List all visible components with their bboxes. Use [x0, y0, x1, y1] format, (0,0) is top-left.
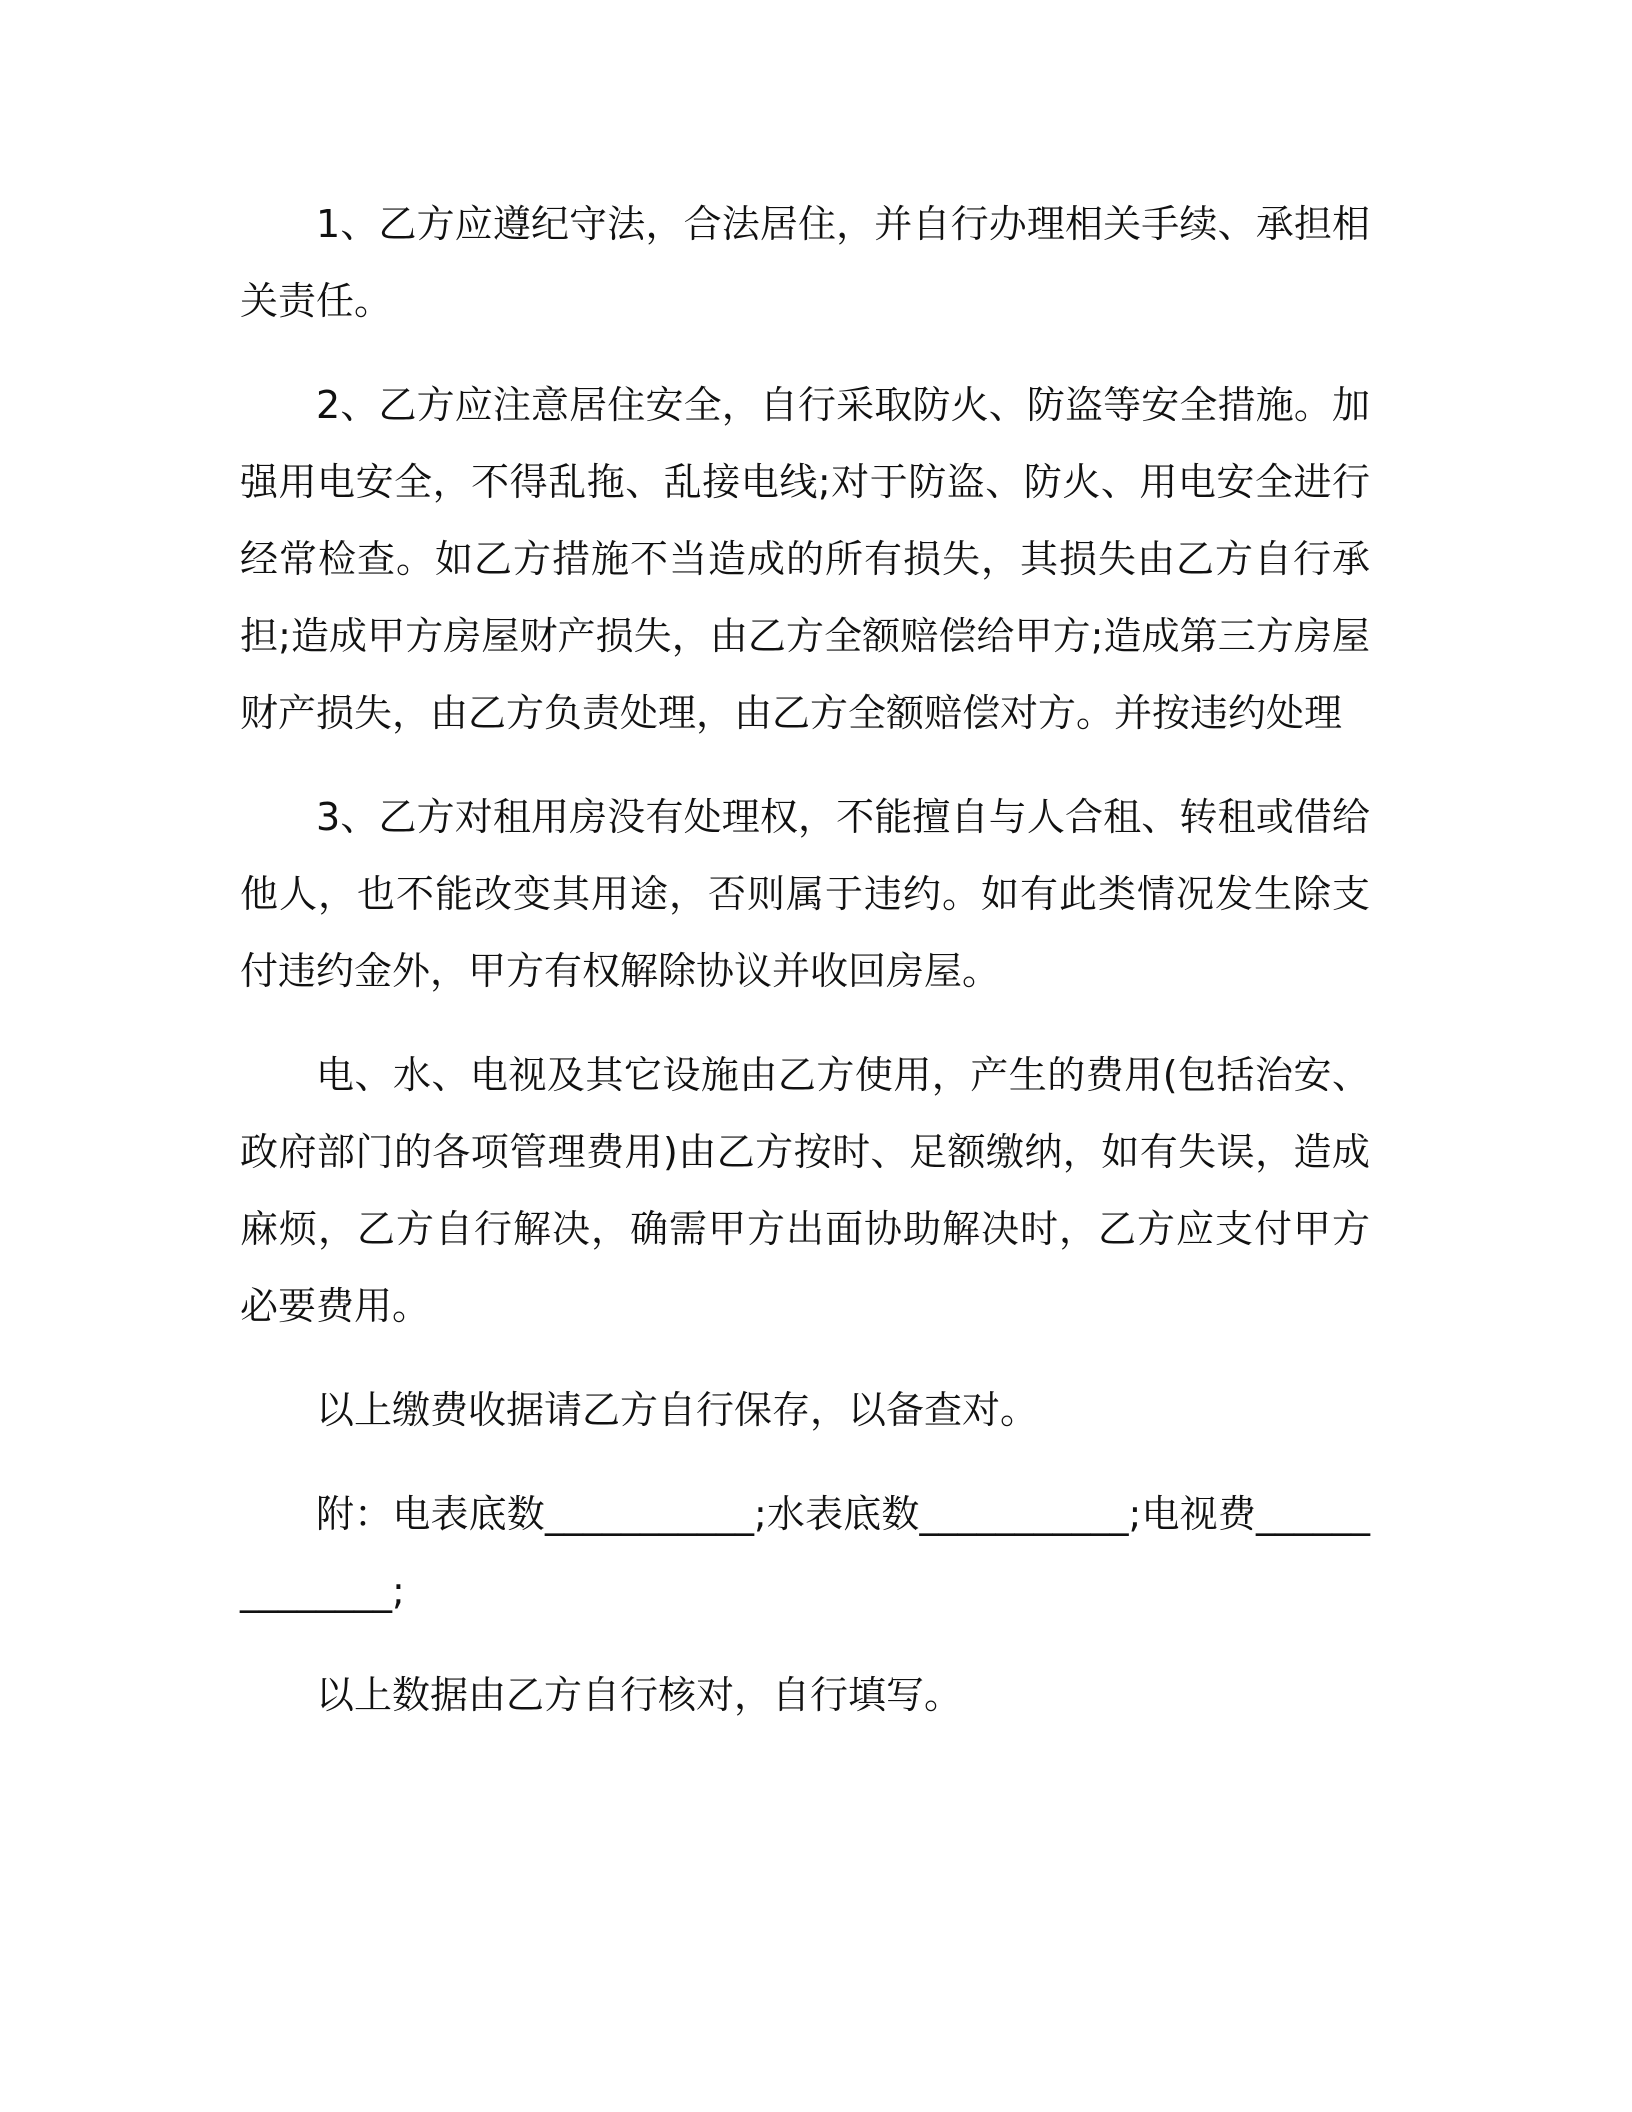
meter-readings-paragraph: 附：电表底数___________;水表底数___________;电视费______________;: [240, 1492, 1370, 1613]
clause-1-paragraph: 1、乙方应遵纪守法，合法居住，并自行办理相关手续、承担相关责任。: [240, 202, 1370, 323]
document-page: [240, 186, 1370, 1761]
clause-2-paragraph: 2、乙方应注意居住安全，自行采取防火、防盗等安全措施。加强用电安全，不得乱拖、乱接电线;对于防盗、防火、用电安全进行经常检查。如乙方措施不当造成的所有损失，其损失由乙方自行承担;造成甲方房屋财产损失，由乙方全额赔偿给甲方;造成第三方房屋财产损失，由乙方负责处理，由乙方全额赔偿对方。并按违约处理: [240, 383, 1370, 735]
receipts-paragraph: 以上缴费收据请乙方自行保存，以备查对。: [316, 1388, 1039, 1432]
self-check-paragraph: 以上数据由乙方自行核对，自行填写。: [316, 1673, 963, 1717]
clause-3-paragraph: 3、乙方对租用房没有处理权，不能擅自与人合租、转租或借给他人，也不能改变其用途，否则属于违约。如有此类情况发生除支付违约金外，甲方有权解除协议并收回房屋。: [240, 795, 1370, 993]
utilities-paragraph: 电、水、电视及其它设施由乙方使用，产生的费用(包括治安、政府部门的各项管理费用)由乙方按时、足额缴纳，如有失误，造成麻烦，乙方自行解决，确需甲方出面协助解决时，乙方应支付甲方必要费用。: [240, 1053, 1370, 1328]
